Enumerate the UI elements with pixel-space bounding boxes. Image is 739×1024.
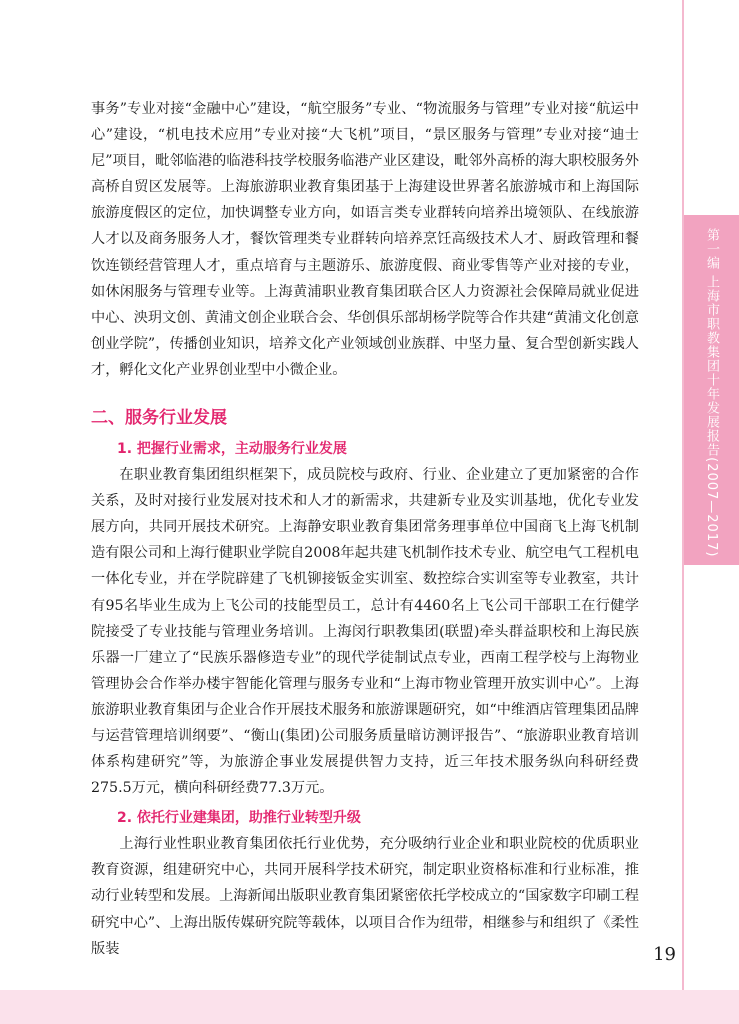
body-paragraph: 事务”专业对接“金融中心”建设，“航空服务”专业、“物流服务与管理”专业对接“航运中心”建设，“机电技术应用”专业对接“大飞机”项目，“景区服务与管理”专业对接“迪士尼”项目，毗邻临港的临港科技学校服务临港产业区建设，毗邻外高桥的海大职校服务外高桥自贸区发展等。上海旅游职业教育集团基于上海建设世界著名旅游城市和上海国际旅游度假区的定位，加快调整专业方向，如语言类专业群转向培养出境领队、在线旅游人才以及商务服务人才，餐饮管理类专业群转向培养烹饪高级技术人才、厨政管理和餐饮连锁经营管理人才，重点培育与主题游乐、旅游度假、商业零售等产业对接的专业，如休闲服务与管理专业等。上海黄浦职业教育集团联合区人力资源社会保障局就业促进中心、泱玥文创、黄浦文创企业联合会、华创俱乐部胡杨学院等合作共建“黄浦文化创意创业学院”，传播创业知识，培养文化产业领域创业族群、中坚力量、复合型创新实践人才，孵化文化产业界创业型中小微企业。 bbox=[91, 101, 639, 378]
page-body bbox=[91, 96, 639, 962]
page-number: 19 bbox=[653, 944, 676, 965]
body-paragraph: 在职业教育集团组织框架下，成员院校与政府、行业、企业建立了更加紧密的合作关系，及时对接行业发展对技术和人才的新需求，共建新专业及实训基地，优化专业发展方向，共同开展技术研究。上海静安职业教育集团常务理事单位中国商飞上海飞机制造有限公司和上海行健职业学院自2008年起共建飞机制作技术专业、航空电气工程机电一体化专业，并在学院辟建了飞机铆接钣金实训室、数控综合实训室等专业教室，共计有95名毕业生成为上飞公司的技能型员工，总计有4460名上飞公司干部职工在行健学院接受了专业技能与管理业务培训。上海闵行职教集团(联盟)牵头群益职校和上海民族乐器一厂建立了“民族乐器修造专业”的现代学徒制试点专业，西南工程学校与上海物业管理协会合作举办楼宇智能化管理与服务专业和“上海市物业管理开放实训中心”。上海旅游职业教育集团与企业合作开展技术服务和旅游课题研究，如“中维酒店管理集团品牌与运营管理培训纲要”、“衡山(集团)公司服务质量暗访测评报告”、“旅游职业教育培训体系构建研究”等，为旅游企事业发展提供智力支持，近三年技术服务纵向科研经费275.5万元，横向科研经费77.3万元。 bbox=[91, 467, 639, 797]
subsection-heading: 1. 把握行业需求，主动服务行业发展 bbox=[117, 441, 347, 458]
bottom-band bbox=[0, 990, 739, 1024]
body-paragraph: 上海行业性职业教育集团依托行业优势，充分吸纳行业企业和职业院校的优质职业教育资源，组建研究中心，共同开展科学技术研究，制定职业资格标准和行业标准，推动行业转型和发展。上海新闻出版职业教育集团紧密依托学校成立的“国家数字印刷工程研究中心”、上海出版传媒研究院等载体，以项目合作为纽带，相继参与和组织了《柔性版装 bbox=[91, 836, 639, 957]
chapter-side-tab-label: 第一编 上海市职教集团十年发展报告(2007—2017) bbox=[704, 228, 719, 558]
subsection-heading: 2. 依托行业建集团，助推行业转型升级 bbox=[117, 810, 361, 827]
section-heading: 二、服务行业发展 bbox=[91, 408, 227, 429]
